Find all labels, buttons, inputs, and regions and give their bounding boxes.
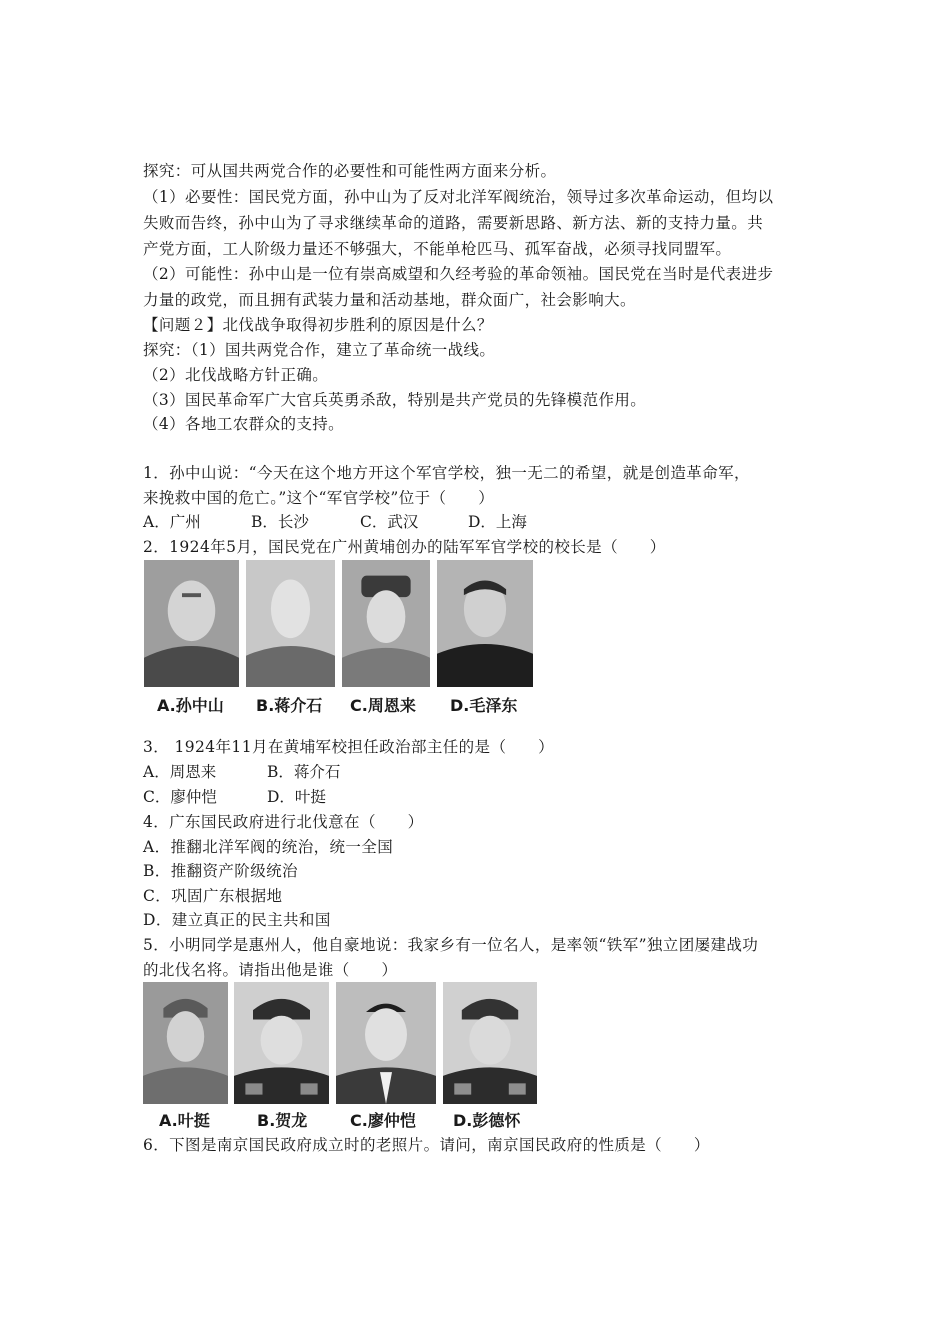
explore-intro: 探究：可从国共两党合作的必要性和可能性两方面来分析。 [143,162,557,180]
q4-option-d[interactable]: D．建立真正的民主共和国 [143,911,331,929]
q1-option-c[interactable]: C．武汉 [360,513,419,531]
q5-stem-line-2: 的北伐名将。请指出他是谁（ ） [143,961,398,979]
q2-caption-c[interactable]: C.周恩来 [350,696,416,715]
possibility-line-1: （2）可能性：孙中山是一位有崇高威望和久经考验的革命领袖。国民党在当时是代表进步 [143,265,774,283]
q5-caption-b[interactable]: B.贺龙 [257,1111,308,1130]
q4-stem: 4．广东国民政府进行北伐意在（ ） [143,813,424,831]
portrait-e [143,982,228,1104]
question2-point-4: （4）各地工农群众的支持。 [143,415,345,433]
q3-option-c[interactable]: C．廖仲恺 [143,788,217,806]
q1-stem-line-1: 1．孙中山说：“今天在这个地方开这个军官学校，独一无二的希望，就是创造革命军， [143,464,750,482]
q1-stem-line-2: 来挽救中国的危亡。”这个“军官学校”位于（ ） [143,489,495,507]
q2-caption-d[interactable]: D.毛泽东 [450,696,518,715]
q5-caption-d[interactable]: D.彭德怀 [453,1111,521,1130]
necessity-line-2: 失败而告终，孙中山为了寻求继续革命的道路，需要新思路、新方法、新的支持力量。共 [143,214,764,232]
q3-stem: 3． 1924年11月在黄埔军校担任政治部主任的是（ ） [143,738,555,756]
q2-caption-a[interactable]: A.孙中山 [157,696,224,715]
q6-stem: 6．下图是南京国民政府成立时的老照片。请问，南京国民政府的性质是（ ） [143,1136,710,1154]
question2-point-2: （2）北伐战略方针正确。 [143,366,329,384]
portrait-g [336,982,436,1104]
q1-option-a[interactable]: A．广州 [143,513,201,531]
q5-caption-a[interactable]: A.叶挺 [159,1111,210,1130]
portrait-f [234,982,329,1104]
q5-caption-c[interactable]: C.廖仲恺 [350,1111,416,1130]
q3-option-b[interactable]: B．蒋介石 [267,763,341,781]
possibility-line-2: 力量的政党，而且拥有武装力量和活动基地，群众面广，社会影响大。 [143,291,636,309]
question2-title: 【问题２】北伐战争取得初步胜利的原因是什么？ [143,316,493,334]
q4-option-a[interactable]: A．推翻北洋军阀的统治，统一全国 [143,838,394,856]
portrait-d [437,560,533,687]
question2-point-3: （3）国民革命军广大官兵英勇杀敌，特别是共产党员的先锋模范作用。 [143,391,647,409]
necessity-line-3: 产党方面，工人阶级力量还不够强大，不能单枪匹马、孤军奋战，必须寻找同盟军。 [143,240,732,258]
q3-options-row-2 [143,785,443,809]
q2-caption-b[interactable]: B.蒋介石 [256,696,323,715]
q3-options-row-1 [143,760,443,784]
portrait-b [246,560,335,687]
q1-option-b[interactable]: B．长沙 [251,513,309,531]
portrait-h [443,982,537,1104]
portrait-c [342,560,430,687]
q1-options [143,510,663,534]
necessity-line-1: （1）必要性：国民党方面，孙中山为了反对北洋军阀统治，领导过多次革命运动，但均以 [143,188,774,206]
q4-option-c[interactable]: C．巩固广东根据地 [143,887,283,905]
q4-option-b[interactable]: B．推翻资产阶级统治 [143,862,298,880]
q1-option-d[interactable]: D．上海 [468,513,527,531]
q3-option-a[interactable]: A．周恩来 [143,763,217,781]
portrait-a [144,560,239,687]
q2-stem: 2．1924年5月，国民党在广州黄埔创办的陆军军官学校的校长是（ ） [143,538,666,556]
question2-point-1: 探究：（1）国共两党合作，建立了革命统一战线。 [143,341,496,359]
q5-stem-line-1: 5．小明同学是惠州人，他自豪地说：我家乡有一位名人，是率领“铁军”独立团屡建战功 [143,936,759,954]
q3-option-d[interactable]: D．叶挺 [267,788,326,806]
